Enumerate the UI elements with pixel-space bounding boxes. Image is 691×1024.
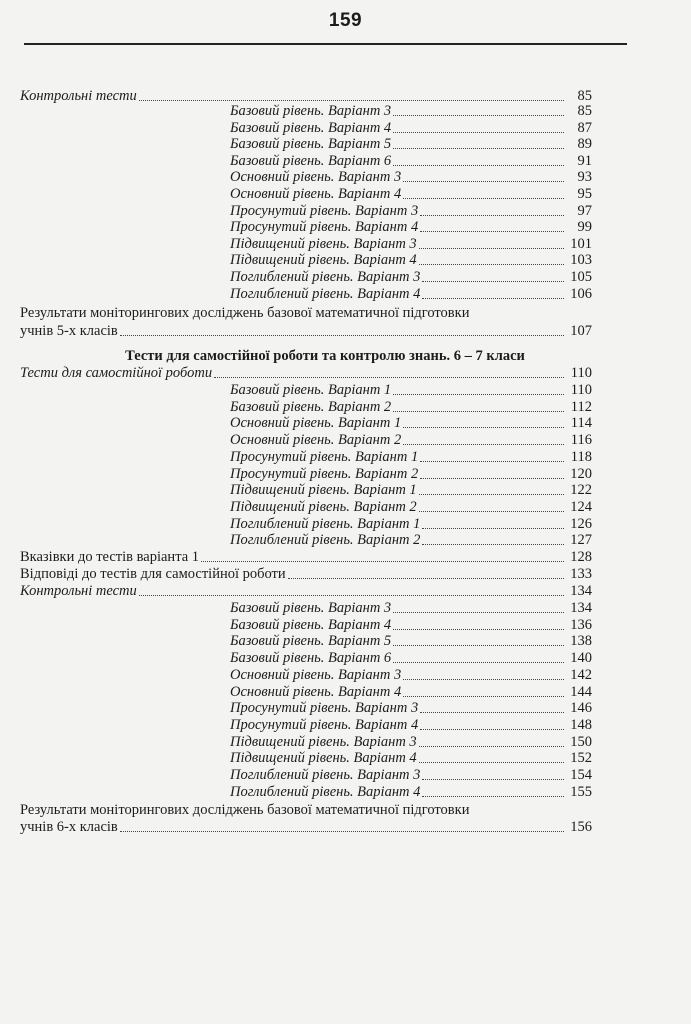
toc-entry-results-6: учнів 6-х класів 156 [20, 819, 592, 835]
toc-entry-control-tests: Контрольні тести 85 [20, 88, 592, 104]
toc-entry: Просунутий рівень. Варіант 3 146 [230, 700, 592, 717]
toc-entry-answers: Відповіді до тестів для самостійної роботи 133 [20, 566, 592, 582]
toc-entry: Основний рівень. Варіант 3 142 [230, 666, 592, 683]
toc-entry: Просунутий рівень. Варіант 4 99 [230, 219, 592, 236]
toc-entry: Базовий рівень. Варіант 6 91 [230, 152, 592, 169]
toc-entry-self-tests: Тести для самостійної роботи 110 [20, 365, 592, 381]
toc-entry: Поглиблений рівень. Варіант 4 155 [230, 783, 592, 800]
toc-entry: Поглиблений рівень. Варіант 2 127 [230, 532, 592, 549]
toc-entry: Основний рівень. Варіант 4 95 [230, 186, 592, 202]
toc-entry: Базовий рівень. Варіант 2 112 [230, 398, 592, 415]
toc-entry: Просунутий рівень. Варіант 2 120 [230, 465, 592, 482]
toc-entry: Основний рівень. Варіант 1 114 [230, 415, 592, 432]
toc-entry: Поглиблений рівень. Варіант 3 105 [230, 269, 592, 285]
toc-entry: Базовий рівень. Варіант 4 136 [230, 616, 592, 633]
toc-entry: Базовий рівень. Варіант 4 87 [230, 119, 592, 136]
toc-entry: Базовий рівень. Варіант 6 140 [230, 650, 592, 667]
toc-entry: Базовий рівень. Варіант 5 89 [230, 136, 592, 153]
toc-entry: Поглиблений рівень. Варіант 1 126 [230, 515, 592, 532]
toc-entry-results-5: учнів 5-х класів 107 [20, 323, 592, 339]
header-rule [24, 43, 627, 45]
toc-entry: Підвищений рівень. Варіант 1 122 [230, 482, 592, 499]
toc-entry: Підвищений рівень. Варіант 2 124 [230, 498, 592, 515]
section-heading: Тести для самостійної роботи та контролю знань. 6 – 7 класи [125, 348, 525, 364]
toc-entry: Поглиблений рівень. Варіант 3 154 [230, 767, 592, 783]
toc-entry: Підвищений рівень. Варіант 4 152 [230, 750, 592, 767]
toc-entry: Просунутий рівень. Варіант 3 97 [230, 202, 592, 219]
toc-entry: Базовий рівень. Варіант 1 110 [230, 382, 592, 398]
results-6-line1: Результати моніторингових досліджень базової математичної підготовки [20, 802, 470, 818]
toc-entry: Підвищений рівень. Варіант 3 101 [230, 235, 592, 252]
toc-entry: Просунутий рівень. Варіант 4 148 [230, 716, 592, 733]
toc-entry: Основний рівень. Варіант 4 144 [230, 683, 592, 700]
toc-entry: Просунутий рівень. Варіант 1 118 [230, 448, 592, 465]
toc-entry: Основний рівень. Варіант 2 116 [230, 432, 592, 449]
toc-entry-hints: Вказівки до тестів варіанта 1 128 [20, 549, 592, 565]
toc-entry: Підвищений рівень. Варіант 4 103 [230, 252, 592, 269]
page-number: 159 [328, 10, 363, 31]
toc-entry: Поглиблений рівень. Варіант 4 106 [230, 285, 592, 302]
toc-entry: Базовий рівень. Варіант 5 138 [230, 633, 592, 650]
toc-entry: Базовий рівень. Варіант 3 85 [230, 103, 592, 119]
results-5-line1: Результати моніторингових досліджень базової математичної підготовки [20, 305, 470, 321]
toc-entry-control-tests-2: Контрольні тести 134 [20, 583, 592, 599]
toc-entry: Базовий рівень. Варіант 3 134 [230, 600, 592, 616]
toc-entry: Основний рівень. Варіант 3 93 [230, 169, 592, 186]
toc-entry: Підвищений рівень. Варіант 3 150 [230, 733, 592, 750]
